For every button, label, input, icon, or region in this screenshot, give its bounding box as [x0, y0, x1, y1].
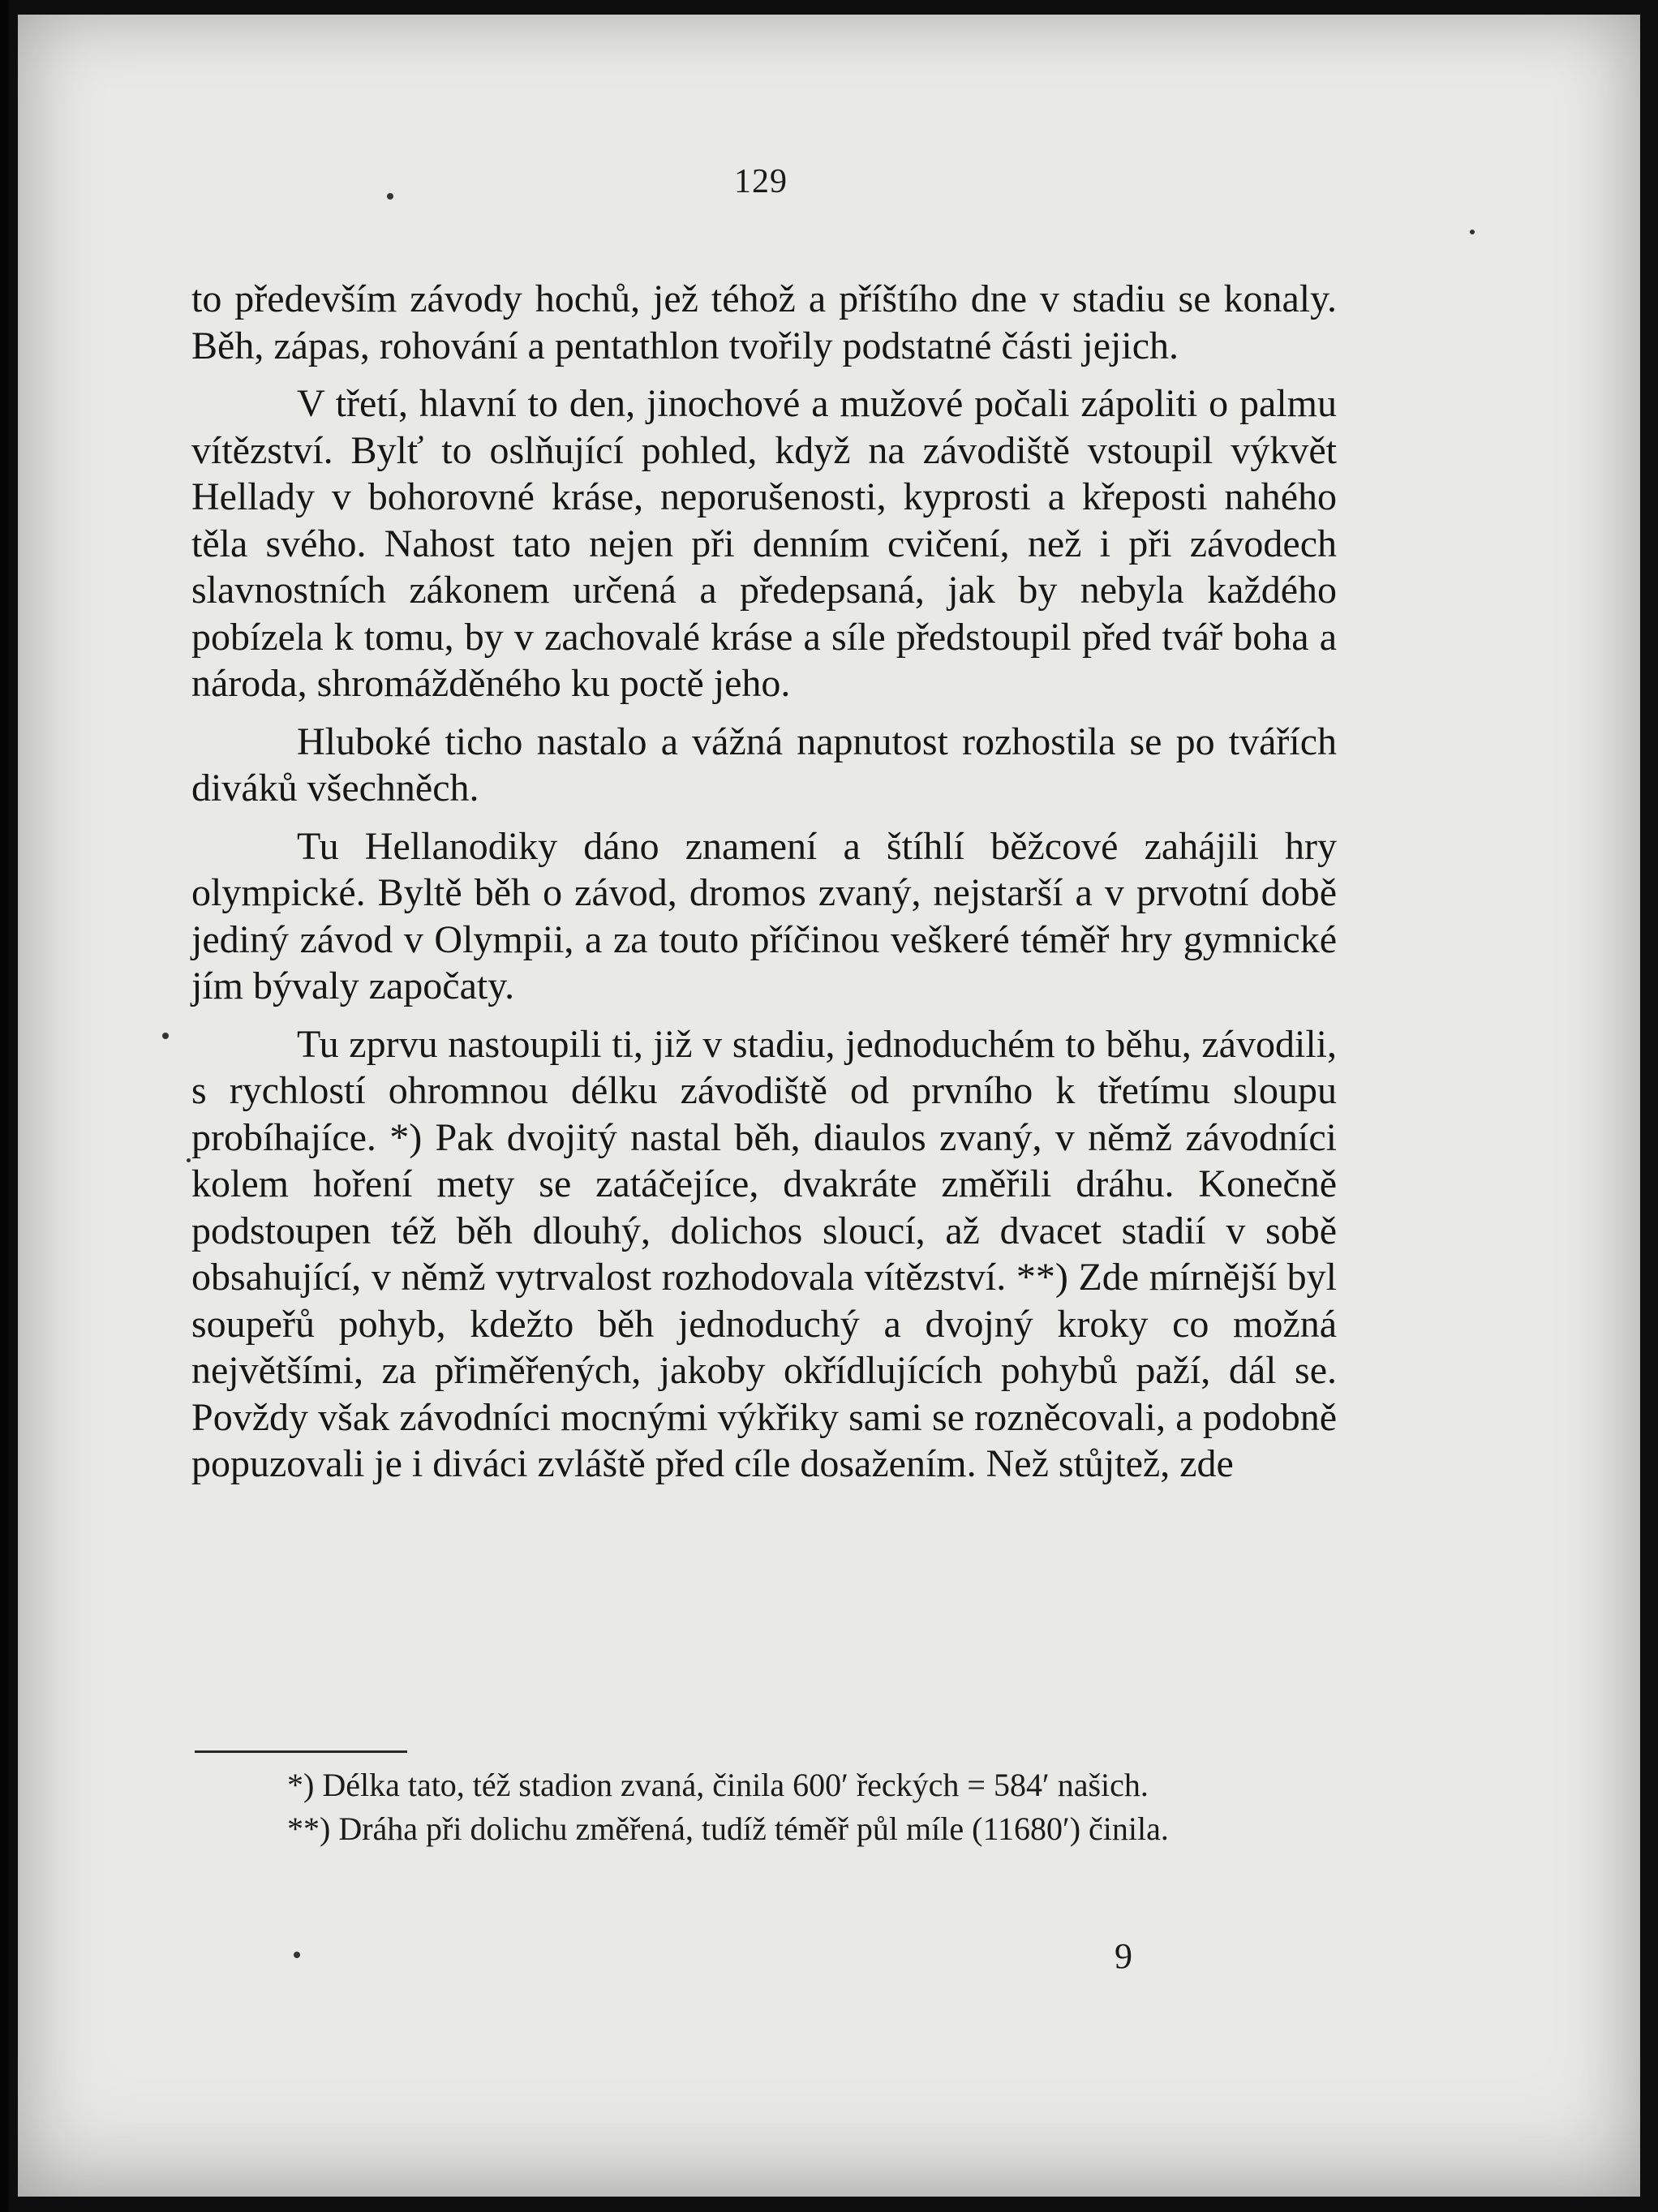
speck	[187, 1158, 191, 1162]
page-number: 129	[734, 163, 788, 200]
footnotes	[191, 1767, 1337, 1854]
signature-mark: 9	[1115, 1936, 1132, 1976]
paragraph: to především závody hochů, jež téhož a příštího dne v stadiu se konaly. Běh, zápas, rohování a pentathlon tvořily podstatné části jejich.	[191, 277, 1337, 367]
speck	[294, 1952, 300, 1958]
speck	[162, 1033, 169, 1039]
paragraph: Tu Hellanodiky dáno znamení a štíhlí běžcové zahájili hry olympické. Byltě běh o závod, dromos zvaný, nejstarší a v prvotní době jediný závod v Olympii, a za touto příčinou veškeré téměř hry gymnické jím bývaly započaty.	[191, 824, 1337, 1007]
body-text	[191, 276, 1337, 1499]
speck	[387, 193, 393, 200]
paragraph: Tu zprvu nastoupili ti, již v stadiu, jednoduchém to běhu, závodili, s rychlostí ohromnou délku závodiště od prvního k třetímu sloupu probíhajíce. *) Pak dvojitý nastal běh, diaulos zvaný, v němž závodníci kolem hoření mety se zatáčejíce, dvakráte změřili dráhu. Konečně podstoupen též běh dlouhý, dolichos sloucí, až dvacet stadií v sobě obsahující, v němž vytrvalost rozhodovala vítězství. **) Zde mírnější byl soupeřů pohyb, kdežto běh jednoduchý a dvojný kroky co možná největšími, za přiměřených, jakoby okřídlujících pohybů paží, dál se. Povždy však závodníci mocnými výkřiky sami se rozněcovali, a podobně popuzovali je i diváci zvláště před cíle dosažením. Než stůjtež, zde	[191, 1022, 1337, 1485]
footnote-divider	[195, 1750, 407, 1753]
paragraph: V třetí, hlavní to den, jinochové a mužové počali zápoliti o palmu vítězství. Bylť to oslňující pohled, když na závodiště vstoupil výkvět Hellady v bohorovné kráse, neporušenosti, kyprosti a křeposti nahého těla svého. Nahost tato nejen při denním cvičení, než i při závodech slavnostních zákonem určená a předepsaná, jak by nebyla každého pobízela k tomu, by v zachovalé kráse a síle předstoupil před tvář boha a národa, shromážděného ku poctě jeho.	[191, 382, 1337, 705]
speck	[1470, 230, 1475, 234]
paragraph: Hluboké ticho nastalo a vážná napnutost rozhostila se po tvářích diváků všechněch.	[191, 719, 1337, 810]
footnote: *) Délka tato, též stadion zvaná, činila 600′ řeckých = 584′ našich.	[287, 1767, 1149, 1803]
scan-edge	[0, 0, 8, 2212]
footnote: **) Dráha při dolichu změřená, tudíž téměř půl míle (11680′) činila.	[287, 1810, 1169, 1847]
